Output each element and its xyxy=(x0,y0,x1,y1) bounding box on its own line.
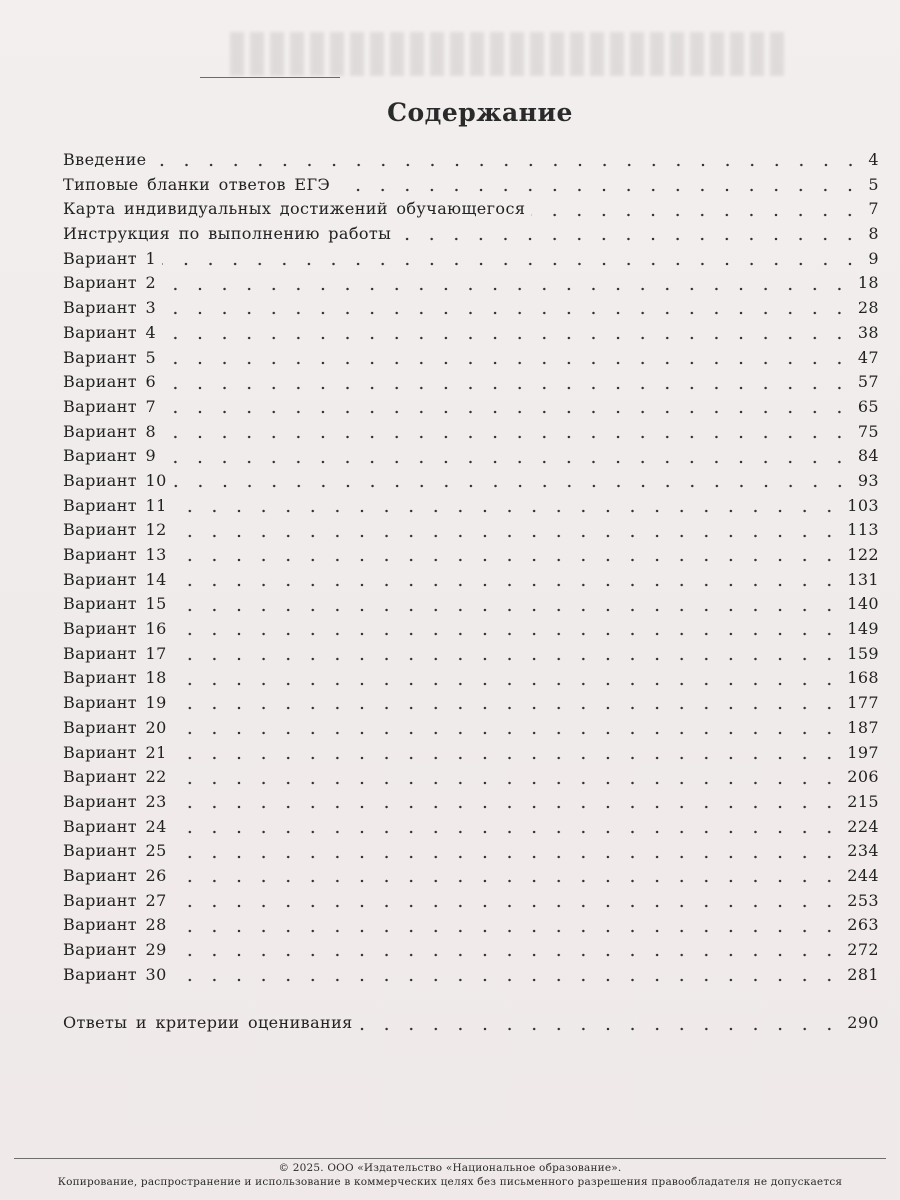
toc-entry-page-number: 57 xyxy=(857,372,879,392)
dot-leader xyxy=(173,682,842,686)
dot-leader xyxy=(173,632,842,636)
toc-entry xyxy=(63,891,879,916)
toc-entry-page-number: 93 xyxy=(857,470,879,490)
toc-entry-label: Вариант 26 xyxy=(63,865,167,885)
toc-entry xyxy=(63,915,879,940)
toc-entry xyxy=(63,570,879,595)
show-through-bleed xyxy=(230,32,790,76)
dot-leader xyxy=(162,287,852,291)
toc-entry-label: Карта индивидуальных достижений обучающегося xyxy=(63,199,526,219)
toc-entry-page-number: 263 xyxy=(847,915,879,935)
toc-entry xyxy=(63,471,879,496)
dot-leader xyxy=(153,163,863,167)
toc-entry xyxy=(63,446,879,471)
toc-entry-label: Вариант 18 xyxy=(63,668,167,688)
dot-leader xyxy=(173,509,842,513)
toc-entry-page-number: 38 xyxy=(857,322,879,342)
table-of-contents xyxy=(63,150,879,1038)
dot-leader xyxy=(531,213,862,217)
toc-entry xyxy=(63,841,879,866)
toc-entry-page-number: 272 xyxy=(847,940,879,959)
toc-entry-page-number: 8 xyxy=(868,224,879,244)
toc-entry xyxy=(63,496,879,521)
toc-entry-page-number: 224 xyxy=(847,816,879,836)
dot-leader xyxy=(336,188,862,192)
toc-entry xyxy=(63,298,879,323)
toc-entry-page-number: 215 xyxy=(847,791,879,811)
toc-entry-label: Вариант 14 xyxy=(63,569,167,589)
toc-entry-label: Вариант 20 xyxy=(63,717,167,737)
toc-entry-page-number: 244 xyxy=(847,865,879,885)
toc-entry-page-number: 75 xyxy=(857,421,879,441)
toc-entry-label: Вариант 24 xyxy=(63,816,167,836)
toc-entry-label: Вариант 16 xyxy=(63,619,167,639)
toc-entry-label: Вариант 8 xyxy=(63,421,157,441)
dot-leader xyxy=(173,855,842,859)
toc-entry-label: Вариант 10 xyxy=(63,470,167,490)
toc-entry-label: Вариант 4 xyxy=(63,322,157,342)
toc-entry-label: Вариант 5 xyxy=(63,347,157,367)
footer-copyright: © 2025. ООО «Издательство «Национальное образование». xyxy=(278,1162,622,1174)
toc-entry-label: Вариант 6 xyxy=(63,372,157,392)
toc-entry-label: Вариант 30 xyxy=(63,964,167,984)
dot-leader xyxy=(173,830,842,834)
dot-leader xyxy=(173,978,842,982)
toc-entry-label: Вариант 29 xyxy=(63,940,167,959)
dot-leader xyxy=(162,386,852,390)
toc-entry-label: Вариант 7 xyxy=(63,396,157,416)
toc-entry-page-number: 65 xyxy=(857,396,879,416)
toc-entry-label: Вариант 25 xyxy=(63,841,167,861)
dot-leader xyxy=(173,484,852,488)
toc-entry xyxy=(63,1013,879,1038)
toc-entry xyxy=(63,594,879,619)
toc-entry xyxy=(63,224,879,249)
dot-leader xyxy=(162,336,852,340)
toc-entry xyxy=(63,965,879,990)
toc-entry-page-number: 177 xyxy=(847,693,879,713)
toc-entry-page-number: 47 xyxy=(857,347,879,367)
toc-entry-label: Вариант 2 xyxy=(63,273,157,293)
toc-entry-page-number: 140 xyxy=(847,594,879,614)
dot-leader xyxy=(162,361,852,365)
toc-entry-label: Вариант 15 xyxy=(63,594,167,614)
toc-entry-page-number: 187 xyxy=(847,717,879,737)
toc-entry xyxy=(63,199,879,224)
dot-leader xyxy=(173,731,842,735)
toc-entry xyxy=(63,348,879,373)
dot-leader xyxy=(359,1027,842,1031)
toc-entry-page-number: 168 xyxy=(847,668,879,688)
toc-entry xyxy=(63,767,879,792)
toc-entry-page-number: 4 xyxy=(868,150,879,169)
dot-leader xyxy=(173,583,842,587)
toc-entry-page-number: 159 xyxy=(847,643,879,663)
toc-entry xyxy=(63,718,879,743)
footer-notice: Копирование, распространение и использование в коммерческих целях без письменного разрешения правообладателя не допускается xyxy=(57,1176,843,1188)
dot-leader xyxy=(173,879,842,883)
toc-entry-label: Типовые бланки ответов ЕГЭ xyxy=(63,174,331,194)
toc-entry-page-number: 149 xyxy=(847,619,879,639)
dot-leader xyxy=(173,781,842,785)
toc-entry-page-number: 290 xyxy=(847,1013,879,1033)
dot-leader xyxy=(173,706,842,710)
dot-leader xyxy=(162,435,852,439)
toc-entry-label: Инструкция по выполнению работы xyxy=(63,224,392,244)
dot-leader xyxy=(397,237,862,241)
dot-leader xyxy=(162,262,862,266)
toc-entry xyxy=(63,422,879,447)
toc-entry xyxy=(63,644,879,669)
toc-entry xyxy=(63,693,879,718)
toc-entry-label: Вариант 27 xyxy=(63,890,167,910)
toc-entry-label: Введение xyxy=(63,150,147,169)
toc-entry-label: Вариант 11 xyxy=(63,495,167,515)
toc-entry-label: Вариант 9 xyxy=(63,446,157,466)
toc-entry-page-number: 113 xyxy=(847,520,879,540)
toc-entry xyxy=(63,817,879,842)
toc-entry-label: Вариант 13 xyxy=(63,545,167,564)
toc-entry xyxy=(63,249,879,274)
toc-entry-label: Вариант 21 xyxy=(63,742,167,762)
toc-entry-page-number: 234 xyxy=(847,841,879,861)
dot-leader xyxy=(173,929,842,933)
toc-entry xyxy=(63,668,879,693)
toc-entry-page-number: 131 xyxy=(847,569,879,589)
dot-leader xyxy=(173,953,842,957)
toc-entry-page-number: 84 xyxy=(857,446,879,466)
dot-leader xyxy=(173,657,842,661)
toc-entry-page-number: 18 xyxy=(857,273,879,293)
dot-leader xyxy=(173,904,842,908)
toc-entry-label: Вариант 28 xyxy=(63,915,167,935)
toc-entry-label: Вариант 23 xyxy=(63,791,167,811)
toc-entry-page-number: 197 xyxy=(847,742,879,762)
top-rule xyxy=(200,77,340,78)
toc-entry-page-number: 5 xyxy=(868,174,879,194)
toc-entry-label: Ответы и критерии оценивания xyxy=(63,1013,353,1033)
toc-entry-label: Вариант 17 xyxy=(63,643,167,663)
dot-leader xyxy=(173,756,842,760)
toc-entry xyxy=(63,792,879,817)
toc-entry-page-number: 122 xyxy=(847,545,879,564)
toc-entry xyxy=(63,545,879,570)
toc-entry-label: Вариант 3 xyxy=(63,298,157,318)
toc-entry xyxy=(63,397,879,422)
dot-leader xyxy=(173,608,842,612)
toc-entry xyxy=(63,940,879,965)
toc-entry-page-number: 253 xyxy=(847,890,879,910)
toc-entry xyxy=(63,619,879,644)
dot-leader xyxy=(162,410,852,414)
toc-entry xyxy=(63,743,879,768)
toc-entry-label: Вариант 1 xyxy=(63,248,157,268)
toc-entry xyxy=(63,150,879,175)
dot-leader xyxy=(173,534,842,538)
footer-rule xyxy=(14,1158,886,1159)
page-title: Содержание xyxy=(387,98,573,127)
toc-entry-label: Вариант 22 xyxy=(63,767,167,787)
toc-entry-page-number: 103 xyxy=(847,495,879,515)
dot-leader xyxy=(173,805,842,809)
toc-entry-label: Вариант 12 xyxy=(63,520,167,540)
toc-entry-page-number: 281 xyxy=(847,964,879,984)
toc-entry-page-number: 7 xyxy=(868,199,879,219)
toc-entry xyxy=(63,323,879,348)
toc-entry xyxy=(63,866,879,891)
footer xyxy=(0,1161,900,1189)
dot-leader xyxy=(173,558,842,562)
dot-leader xyxy=(162,460,852,464)
dot-leader xyxy=(162,311,852,315)
toc-entry xyxy=(63,520,879,545)
toc-entry-page-number: 206 xyxy=(847,767,879,787)
toc-entry xyxy=(63,273,879,298)
toc-entry-page-number: 9 xyxy=(868,248,879,268)
toc-entry xyxy=(63,175,879,200)
toc-entry-label: Вариант 19 xyxy=(63,693,167,713)
toc-entry-page-number: 28 xyxy=(857,298,879,318)
toc-entry xyxy=(63,372,879,397)
